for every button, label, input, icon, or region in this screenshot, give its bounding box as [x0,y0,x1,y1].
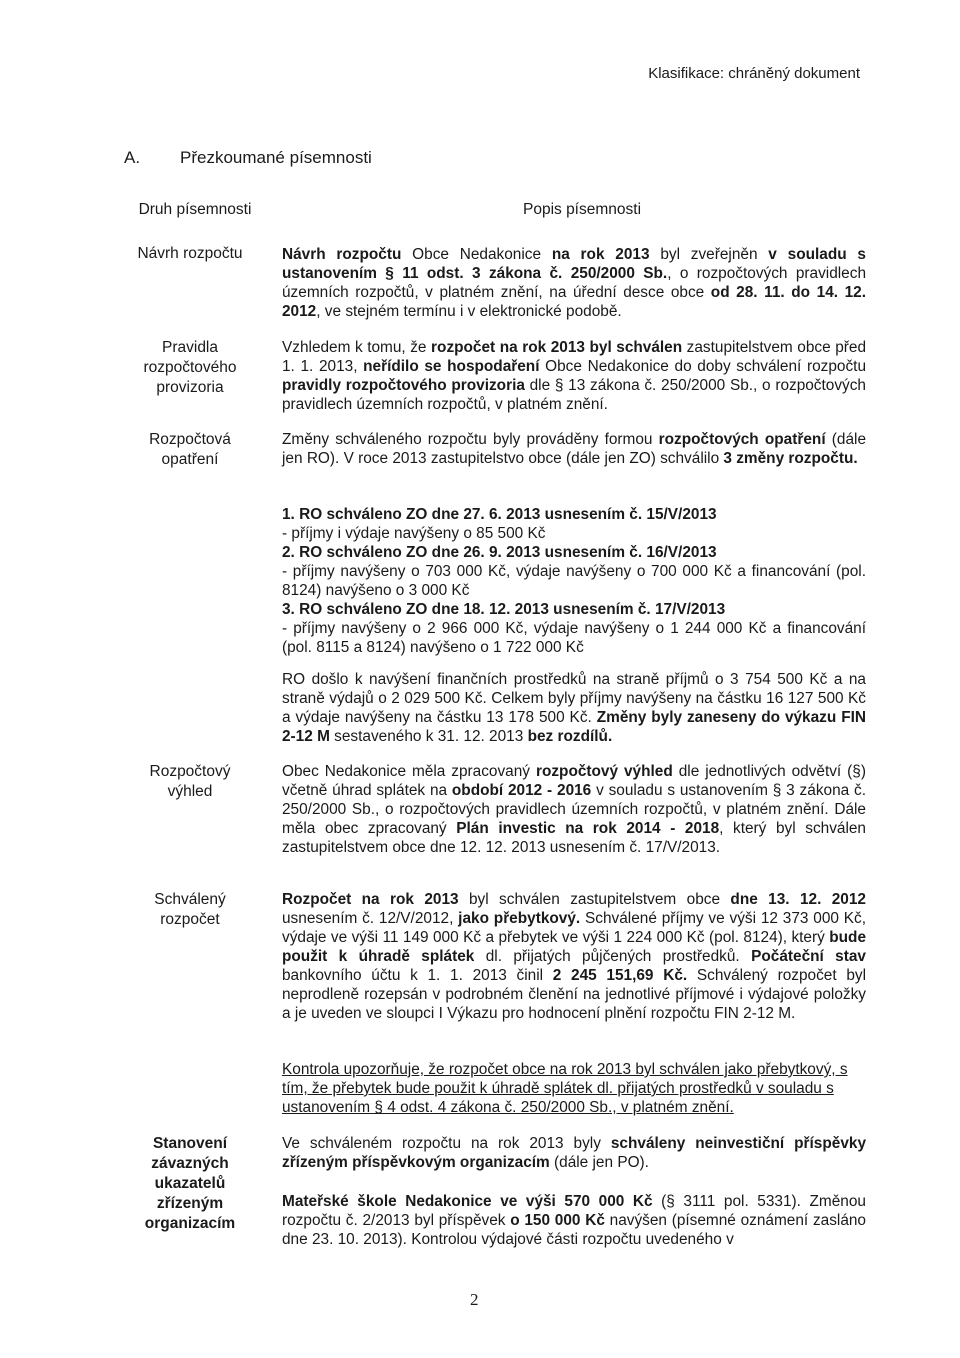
row-desc-ukazatele: Ve schváleném rozpočtu na rok 2013 byly schváleny neinvestiční příspěvky zřízeným příspěvkovým organizacím (dále jen PO). [282,1135,867,1171]
ro-item-2-body: - příjmy navýšeny o 703 000 Kč, výdaje navýšeny o 700 000 Kč a financování (pol. 8124) navýšeno o 3 000 Kč [282,563,866,599]
ro-summary: RO došlo k navýšení finančních prostředků na straně příjmů o 3 754 500 Kč a na straně výdajů o 2 029 500 Kč. Celkem byly příjmy navýšeny na částku 16 127 500 Kč a výdaje navýšeny na částku 13 178 500 Kč. Změny byly zaneseny do výkazu FIN 2-12 M sestaveného k 31. 12. 2013 bez rozdílů. [282,671,866,745]
ro-item-1-body: - příjmy i výdaje navýšeny o 85 500 Kč [282,525,546,542]
row-desc-provizorium: Vzhledem k tomu, že rozpočet na rok 2013 byl schválen zastupitelstvem obce před 1. 1. 2013, neřídilo se hospodaření Obce Nedakonice do doby schválení rozpočtu pravidly rozpočtového provizoria dle § 13 zákona č. 250/2000 Sb., o rozpočtových pravidlech územních rozpočtů, v platném znění. [282,339,866,413]
column-header-description: Popis písemnosti [522,201,642,218]
row-desc-materska-skola: Mateřské škole Nedakonice ve výši 570 000 Kč (§ 3111 pol. 5331). Změnou rozpočtu č. 2/2013 byl příspěvek o 150 000 Kč navýšen (písemné oznámení zasláno dne 23. 10. 2013). Kontrolou výdajové části rozpočtu uvedeného v [282,1193,866,1248]
ro-list [282,505,866,657]
row-label-ukazatele: Stanovení závazných ukazatelů zřízeným organizacím [144,1135,236,1232]
row-desc-schvaleny: Rozpočet na rok 2013 byl schválen zastupitelstvem obce dne 13. 12. 2012 usnesením č. 12/V/2012, jako přebytkový. Schválené příjmy ve výši 12 373 000 Kč, výdaje ve výši 11 149 000 Kč a přebytek ve výši 1 224 000 Kč (pol. 8124), který bude použit k úhradě splátek dl. přijatých půjčených prostředků. Počáteční stav bankovního účtu k 1. 1. 2013 činil 2 245 151,69 Kč. Schválený rozpočet byl neprodleně rozepsán v podrobném členění na jednotlivé příjmové i výdajové položky a je uveden ve sloupci I Výkazu pro hodnocení plnění rozpočtu FIN 2-12 M. [282,891,866,1022]
classification-label: Klasifikace: chráněný dokument [648,65,860,82]
page-number: 2 [470,1290,479,1309]
column-header-type: Druh písemnosti [138,201,252,218]
ro-item-1-head: 1. RO schváleno ZO dne 27. 6. 2013 usnesením č. 15/V/2013 [282,506,717,523]
row-label-opatreni: Rozpočtová opatření [149,431,231,468]
section-title: Přezkoumané písemnosti [180,148,372,167]
section-heading [124,148,372,167]
ro-item-2-head: 2. RO schváleno ZO dne 26. 9. 2013 usnesením č. 16/V/2013 [282,544,717,561]
row-label-schvaleny: Schválený rozpočet [154,891,226,928]
ro-item-3-head: 3. RO schváleno ZO dne 18. 12. 2013 usnesením č. 17/V/2013 [282,601,726,618]
section-letter: A. [124,148,141,167]
ro-item-3-body: - příjmy navýšeny o 2 966 000 Kč, výdaje navýšeny o 1 244 000 Kč a financování (pol. 8115 a 8124) navýšeno o 1 722 000 Kč [282,620,866,656]
row-label-provizorium: Pravidla rozpočtového provizoria [143,339,237,396]
row-desc-opatreni: Změny schváleného rozpočtu byly prováděny formou rozpočtových opatření (dále jen RO). V roce 2013 zastupitelstvo obce (dále jen ZO) schválilo 3 změny rozpočtu. [282,431,867,467]
row-label-navrh: Návrh rozpočtu [137,245,243,262]
row-label-vyhled: Rozpočtový výhled [149,763,231,800]
control-note: Kontrola upozorňuje, že rozpočet obce na rok 2013 byl schválen jako přebytkový, s tím, že přebytek bude použit k úhradě splátek dl. přijatých prostředků v souladu s ustanovením § 4 odst. 4 zákona č. 250/2000 Sb., v platném znění. [282,1061,848,1116]
row-desc-vyhled: Obec Nedakonice měla zpracovaný rozpočtový výhled dle jednotlivých odvětví (§) včetně úhrad splátek na období 2012 - 2016 v souladu s ustanovením § 3 zákona č. 250/2000 Sb., o rozpočtových pravidlech územních rozpočtů, v platném znění. Dále měla obec zpracovaný Plán investic na rok 2014 - 2018, který byl schválen zastupitelstvem obce dne 12. 12. 2013 usnesením č. 17/V/2013. [282,763,866,856]
row-desc-navrh: Návrh rozpočtu Obce Nedakonice na rok 2013 byl zveřejněn v souladu s ustanovením § 11 odst. 3 zákona č. 250/2000 Sb., o rozpočtových pravidlech územních rozpočtů, v platném znění, na úřední desce obce od 28. 11. do 14. 12. 2012, ve stejném termínu i v elektronické podobě. [282,246,867,320]
